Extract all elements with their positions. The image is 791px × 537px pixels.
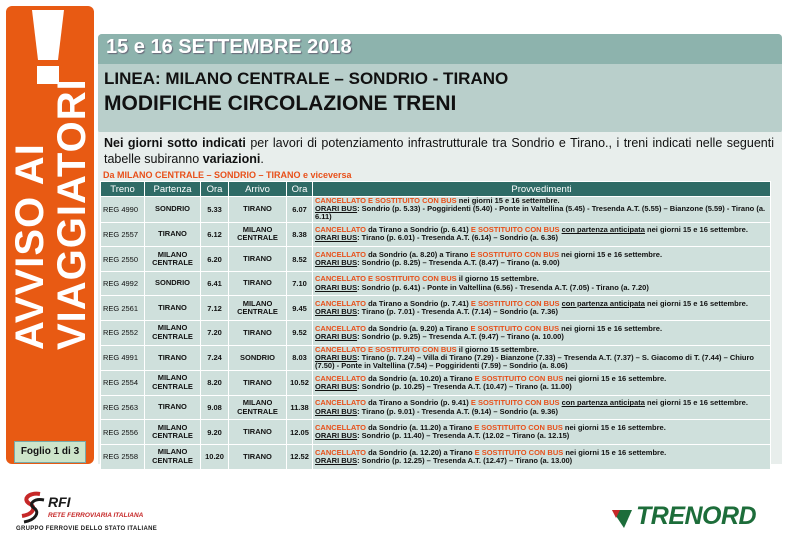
rfi-subtitle: RETE FERROVIARIA ITALIANA [48, 512, 144, 519]
table-row [101, 222, 771, 247]
provision-underline: ORARI BUS [315, 307, 358, 317]
provision-text: : Tirano (p. 7.01) - Tresenda A.T. (7.14) – Sondrio (a. 7.36) [357, 307, 558, 317]
train-number: REG 4990 [101, 197, 145, 223]
arrival-station: TIRANO [229, 320, 287, 345]
intro-end: . [260, 152, 264, 166]
provision-cell [313, 197, 771, 223]
table-row [101, 197, 771, 223]
provision-highlight: CANCELLATO [315, 373, 366, 383]
departure-time: 7.20 [201, 320, 229, 345]
departure-time: 10.20 [201, 444, 229, 469]
departure-station: TIRANO [145, 296, 201, 321]
provision-underline: ORARI BUS [315, 455, 358, 465]
line-title: LINEA: MILANO CENTRALE – SONDRIO - TIRANO [104, 69, 509, 88]
arrival-time: 6.07 [287, 197, 313, 223]
departure-time: 5.33 [201, 197, 229, 223]
table-row [101, 371, 771, 396]
schedule-table [100, 181, 771, 470]
provision-text: nei giorni 15 e 16 settembre. [644, 225, 748, 235]
rfi-name: RFI [48, 494, 71, 510]
provision-highlight: CANCELLATO [315, 225, 366, 235]
provision-line [315, 259, 768, 267]
provision-highlight: E SOSTITUITO CON BUS [470, 398, 560, 408]
provision-highlight: CANCELLATO [315, 422, 366, 432]
provision-text: da Tirano a Sondrio (p. 9.41) [365, 398, 471, 408]
provision-highlight: CANCELLATO [315, 323, 366, 333]
vertical-title-line2: VIAGGIATORI [50, 78, 94, 350]
departure-time: 7.24 [201, 345, 229, 371]
train-number: REG 2558 [101, 444, 145, 469]
provision-highlight: CANCELLATO [315, 249, 366, 259]
provision-cell [313, 296, 771, 321]
provision-highlight: CANCELLATO E SOSTITUITO CON BUS [315, 344, 457, 354]
departure-time: 9.08 [201, 395, 229, 420]
trenord-mark-icon [610, 506, 634, 530]
table-row [101, 420, 771, 445]
provision-highlight: CANCELLATO E SOSTITUITO CON BUS [315, 274, 457, 284]
trenord-name: TRENORD [636, 502, 757, 530]
provision-cell [313, 271, 771, 296]
train-number: REG 2563 [101, 395, 145, 420]
departure-station: TIRANO [145, 395, 201, 420]
provision-text: : Sondrio (p. 8.25) – Tresenda A.T. (8.47) – Tirano (a. 9.00) [357, 258, 560, 267]
provision-underline: ORARI BUS [315, 282, 358, 292]
provision-text: da Tirano a Sondrio (p. 6.41) [365, 225, 471, 235]
arrival-time: 9.52 [287, 320, 313, 345]
departure-station: MILANO CENTRALE [145, 444, 201, 469]
provision-line [315, 457, 768, 465]
provision-underline: con partenza anticipata [561, 298, 645, 308]
provision-highlight: CANCELLATO E SOSTITUITO CON BUS [315, 196, 457, 205]
arrival-station: MILANO CENTRALE [229, 296, 287, 321]
provision-text: nei giorni 15 e 16 settembre. [456, 196, 560, 205]
provision-line [315, 308, 768, 316]
provision-line [315, 432, 768, 440]
provision-highlight: CANCELLATO [315, 447, 366, 457]
departure-station: MILANO CENTRALE [145, 420, 201, 445]
sheet-number: Foglio 1 di 3 [14, 441, 86, 463]
provision-cell [313, 420, 771, 445]
table-row [101, 444, 771, 469]
departure-station: TIRANO [145, 222, 201, 247]
arrival-station: TIRANO [229, 197, 287, 223]
provision-highlight: E SOSTITUITO CON BUS [470, 298, 560, 308]
arrival-time: 10.52 [287, 371, 313, 396]
departure-time: 7.12 [201, 296, 229, 321]
vertical-title-line1: AVVISO AI [8, 143, 52, 350]
provision-underline: ORARI BUS [315, 233, 358, 243]
provision-cell [313, 371, 771, 396]
provision-cell [313, 345, 771, 371]
provision-highlight: E SOSTITUITO CON BUS [470, 249, 560, 259]
train-number: REG 4991 [101, 345, 145, 371]
provision-text: da Sondrio (a. 11.20) a Tirano [365, 422, 475, 432]
col-header-provisions: Provvedimenti [313, 182, 771, 197]
provision-cell [313, 247, 771, 272]
provision-highlight: E SOSTITUITO CON BUS [474, 447, 564, 457]
provision-line [315, 383, 768, 391]
col-header-arrival: Arrivo [229, 182, 287, 197]
arrival-station: MILANO CENTRALE [229, 395, 287, 420]
provision-text: nei giorni 15 e 16 settembre. [563, 447, 667, 457]
col-header-dep-time: Ora [201, 182, 229, 197]
provision-cell [313, 222, 771, 247]
arrival-station: TIRANO [229, 444, 287, 469]
table-row [101, 395, 771, 420]
notice-date: 15 e 16 SETTEMBRE 2018 [106, 36, 352, 58]
arrival-station: SONDRIO [229, 345, 287, 371]
provision-line [315, 284, 768, 292]
col-header-train: Treno [101, 182, 145, 197]
provision-cell [313, 395, 771, 420]
departure-time: 6.41 [201, 271, 229, 296]
departure-time: 6.20 [201, 247, 229, 272]
provision-text: : Tirano (p. 6.01) - Tresenda A.T. (6.14) – Sondrio (a. 6.36) [357, 233, 558, 243]
train-number: REG 4992 [101, 271, 145, 296]
provision-underline: ORARI BUS [315, 406, 358, 416]
provision-text: : Sondrio (p. 10.25) – Tresenda A.T. (10.47) – Tirano (a. 11.00) [357, 381, 572, 391]
notice-vertical-title [8, 0, 94, 440]
provision-cell [313, 320, 771, 345]
arrival-time: 12.52 [287, 444, 313, 469]
departure-station: MILANO CENTRALE [145, 371, 201, 396]
table-row [101, 345, 771, 371]
departure-time: 6.12 [201, 222, 229, 247]
provision-underline: ORARI BUS [315, 258, 358, 267]
provision-text: nei giorni 15 e 16 settembre. [644, 398, 748, 408]
arrival-time: 11.38 [287, 395, 313, 420]
provision-line [315, 333, 768, 341]
provision-text: : Tirano (p. 7.24) – Villa di Tirano (7.29) - Bianzone (7.33) – Tresenda A.T. (7.37) – S. Giacomo di T. (7.44) – Chiuro (7.50) - Ponte in Valtellina (7.54) – Poggiridenti (7.59) – Sondrio (a. 8.06) [315, 352, 755, 370]
table-row [101, 247, 771, 272]
arrival-time: 8.52 [287, 247, 313, 272]
provision-text: da Sondrio (a. 10.20) a Tirano [365, 373, 475, 383]
provision-line [315, 408, 768, 416]
provision-highlight: E SOSTITUITO CON BUS [470, 225, 560, 235]
provision-text: da Sondrio (a. 12.20) a Tirano [365, 447, 475, 457]
arrival-time: 12.05 [287, 420, 313, 445]
provision-line [315, 234, 768, 242]
intro-paragraph [104, 135, 774, 167]
provision-text: nei giorni 15 e 16 settembre. [559, 323, 663, 333]
arrival-station: TIRANO [229, 271, 287, 296]
arrival-station: TIRANO [229, 371, 287, 396]
provision-text: nei giorni 15 e 16 settembre. [563, 373, 667, 383]
table-row [101, 320, 771, 345]
provision-text: : Sondrio (p. 6.41) - Ponte in Valtellina (6.56) - Tresenda A.T. (7.05) - Tirano (a. 7.20) [357, 282, 649, 292]
departure-station: SONDRIO [145, 271, 201, 296]
direction-label: Da MILANO CENTRALE – SONDRIO – TIRANO e viceversa [103, 170, 352, 180]
provision-underline: ORARI BUS [315, 381, 358, 391]
provision-text: il giorno 15 settembre. [456, 344, 539, 354]
provision-text: il giorno 15 settembre. [456, 274, 539, 284]
provision-line [315, 354, 768, 370]
departure-time: 8.20 [201, 371, 229, 396]
provision-underline: con partenza anticipata [561, 398, 645, 408]
rfi-logo [16, 490, 176, 536]
arrival-time: 8.38 [287, 222, 313, 247]
provision-underline: con partenza anticipata [561, 225, 645, 235]
provision-text: da Tirano a Sondrio (p. 7.41) [365, 298, 471, 308]
train-number: REG 2557 [101, 222, 145, 247]
col-header-departure: Partenza [145, 182, 201, 197]
trenord-logo [610, 504, 780, 532]
train-number: REG 2552 [101, 320, 145, 345]
departure-station: TIRANO [145, 345, 201, 371]
table-header-row [101, 182, 771, 197]
provision-text: : Tirano (p. 9.01) - Tresenda A.T. (9.14) – Sondrio (a. 9.36) [357, 406, 558, 416]
departure-station: SONDRIO [145, 197, 201, 223]
page-title: MODIFICHE CIRCOLAZIONE TRENI [104, 92, 457, 115]
provision-highlight: E SOSTITUITO CON BUS [474, 422, 563, 432]
col-header-arr-time: Ora [287, 182, 313, 197]
departure-station: MILANO CENTRALE [145, 320, 201, 345]
arrival-time: 7.10 [287, 271, 313, 296]
arrival-time: 8.03 [287, 345, 313, 371]
table-row [101, 271, 771, 296]
provision-cell [313, 444, 771, 469]
provision-text: : Sondrio (p. 12.25) – Tresenda A.T. (12.47) – Tirano (a. 13.00) [357, 455, 573, 465]
provision-highlight: CANCELLATO [315, 298, 366, 308]
provision-text: : Sondrio (p. 11.40) – Tresenda A.T. (12.02 – Tirano (a. 12.15) [357, 431, 570, 441]
provision-underline: ORARI BUS [315, 331, 358, 341]
arrival-station: MILANO CENTRALE [229, 222, 287, 247]
provision-text: nei giorni 15 e 16 settembre. [562, 422, 666, 432]
rfi-group: GRUPPO FERROVIE DELLO STATO ITALIANE [16, 526, 158, 532]
provision-text: : Sondrio (p. 9.25) – Tresenda A.T. (9.47) – Tirano (a. 10.00) [357, 331, 564, 341]
provision-text: : Sondrio (p. 5.33) - Poggiridenti (5.40) - Ponte in Valtellina (5.45) - Tresenda A.T. (5.55) – Bianzone (5.59) - Tirano (a. 6.11) [315, 204, 766, 222]
arrival-station: TIRANO [229, 247, 287, 272]
train-number: REG 2554 [101, 371, 145, 396]
departure-station: MILANO CENTRALE [145, 247, 201, 272]
intro-text: per lavori di potenziamento infrastrutturale tra Sondrio e Tirano., i treni indicati nelle seguenti tabelle subiranno [104, 136, 774, 166]
rfi-s-icon [16, 490, 46, 524]
intro-bold-end: variazioni [202, 152, 261, 166]
provision-text: nei giorni 15 e 16 settembre. [644, 298, 748, 308]
provision-text: da Sondrio (a. 8.20) a Tirano [365, 249, 471, 259]
provision-text: da Sondrio (a. 9.20) a Tirano [365, 323, 471, 333]
table-row [101, 296, 771, 321]
provision-highlight: E SOSTITUITO CON BUS [474, 373, 564, 383]
departure-time: 9.20 [201, 420, 229, 445]
train-number: REG 2561 [101, 296, 145, 321]
provision-highlight: E SOSTITUITO CON BUS [470, 323, 560, 333]
intro-bold-start: Nei giorni sotto indicati [104, 136, 246, 150]
provision-underline: ORARI BUS [315, 431, 358, 441]
train-number: REG 2550 [101, 247, 145, 272]
train-number: REG 2556 [101, 420, 145, 445]
arrival-time: 9.45 [287, 296, 313, 321]
provision-underline: ORARI BUS [315, 204, 358, 214]
provision-text: nei giorni 15 e 16 settembre. [559, 249, 663, 259]
provision-underline: ORARI BUS [315, 352, 358, 362]
provision-line [315, 205, 768, 221]
arrival-station: TIRANO [229, 420, 287, 445]
provision-highlight: CANCELLATO [315, 398, 366, 408]
